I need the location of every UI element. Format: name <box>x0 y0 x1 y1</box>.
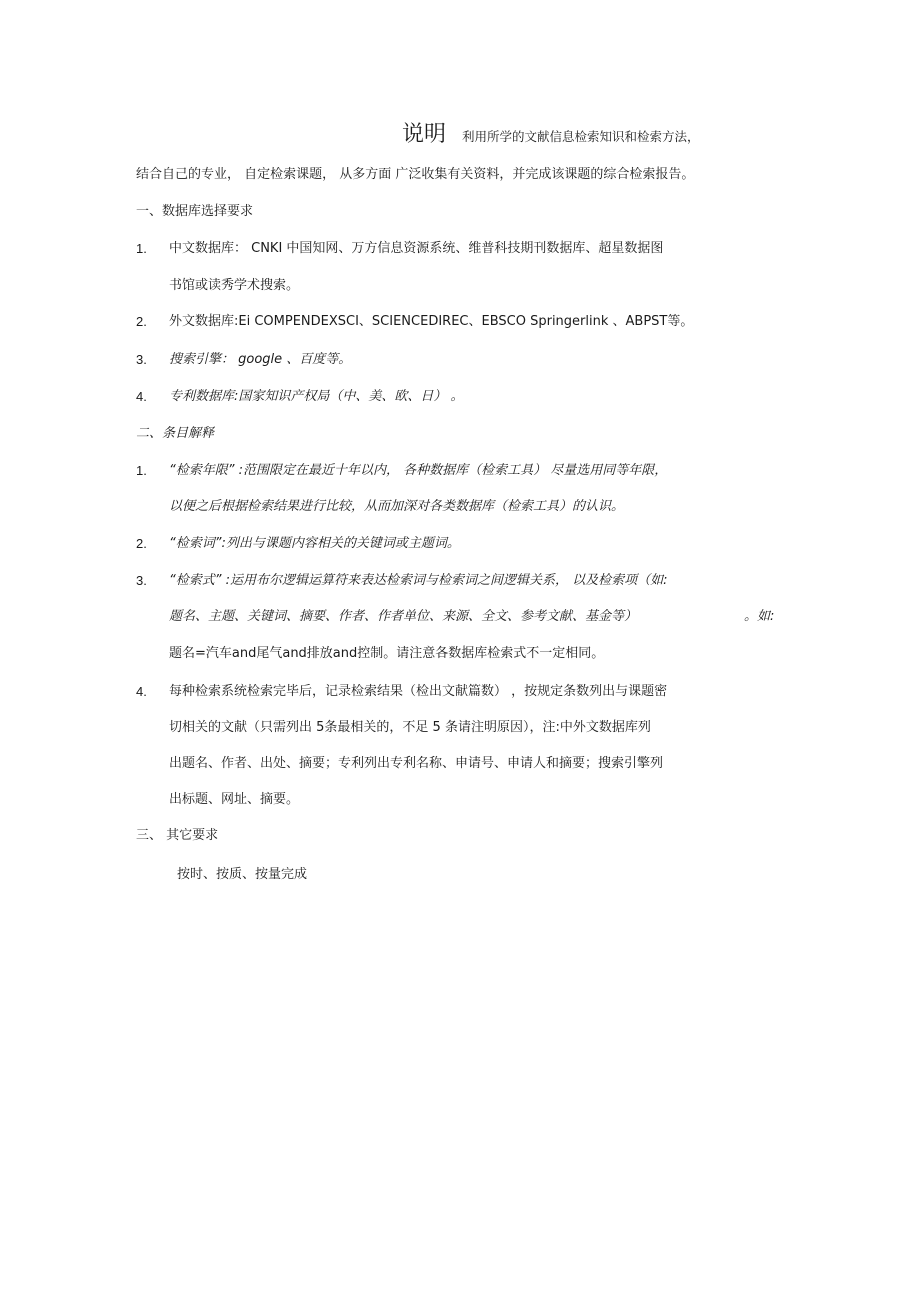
item-line: 题名、主题、关键词、摘要、作者、作者单位、来源、全文、参考文献、基金等） <box>169 609 638 624</box>
item-line: “检索年限” :范围限定在最近十年以内， 各种数据库（检索工具） 尽量选用同等年限， <box>169 463 668 478</box>
section-heading-2: 二、条目解释 <box>136 426 215 441</box>
item-line: 外文数据库:Ei COMPENDEXSCI、SCIENCEDIREC、EBSCO Springerlink 、ABPST等。 <box>169 314 694 329</box>
intro-line-2: 结合自己的专业， 自定检索课题， 从多方面 广泛收集有关资料，并完成该课题的综合检索报告。 <box>136 167 695 182</box>
item-line: 以便之后根据检索结果进行比较，从而加深对各类数据库（检索工具）的认识。 <box>169 499 625 514</box>
item-number: 2. <box>136 536 147 551</box>
item-line: 出标题、网址、摘要。 <box>169 792 300 807</box>
item-number: 4. <box>136 389 147 404</box>
item-line: 中文数据库： CNKI 中国知网、万方信息资源系统、维普科技期刊数据库、超星数据图 <box>169 241 664 256</box>
item-line: 搜索引擎： google 、百度等。 <box>169 352 352 367</box>
item-number: 3. <box>136 352 147 367</box>
doc-title: 说明 <box>402 122 447 147</box>
item-line: 书馆或读秀学术搜索。 <box>169 278 300 293</box>
item-line: 每种检索系统检索完毕后，记录检索结果（检出文献篇数） ，按规定条数列出与课题密 <box>169 684 668 699</box>
item-number: 2. <box>136 314 147 329</box>
section-heading-3: 三、 其它要求 <box>136 828 219 843</box>
item-line: “检索式” :运用布尔逻辑运算符来表达检索词与检索词之间逻辑关系， 以及检索项（如: <box>169 573 668 588</box>
item-number: 3. <box>136 573 147 588</box>
item-line: 切相关的文献（只需列出 5条最相关的，不足 5 条请注明原因），注:中外文数据库列 <box>169 720 651 735</box>
section-body: 按时、按质、按量完成 <box>177 867 308 882</box>
item-line: 题名=汽车and尾气and排放and控制。请注意各数据库检索式不一定相同。 <box>169 646 605 661</box>
section-heading-1: 一、数据库选择要求 <box>136 204 254 219</box>
item-line: 专利数据库:国家知识产权局（中、美、欧、日） 。 <box>169 389 464 404</box>
item-line: “检索词”:列出与课题内容相关的关键词或主题词。 <box>169 536 460 551</box>
intro-line-1: 利用所学的文献信息检索知识和检索方法， <box>462 129 700 144</box>
item-line: 出题名、作者、出处、摘要；专利列出专利名称、申请号、申请人和摘要；搜索引擎列 <box>169 756 664 771</box>
item-number: 1. <box>136 241 147 256</box>
item-number: 1. <box>136 463 147 478</box>
item-line-tail: 。如: <box>744 609 775 624</box>
item-number: 4. <box>136 684 147 699</box>
